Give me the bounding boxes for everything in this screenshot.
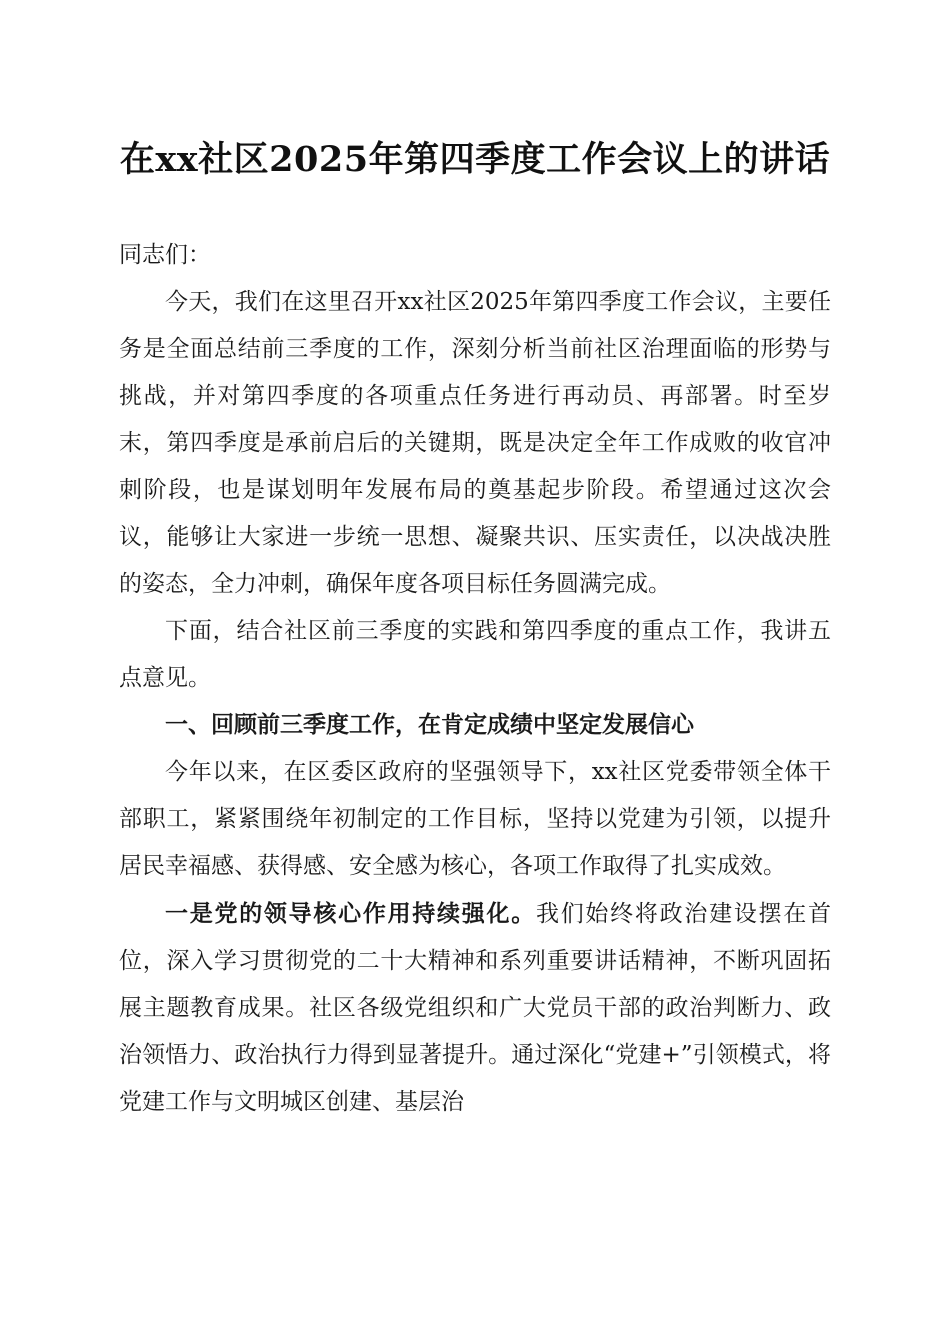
- document-body: [119, 232, 831, 1126]
- salutation: 同志们：: [119, 242, 211, 268]
- paragraph-lead-phrase: 一是党的领导核心作用持续强化。: [165, 900, 536, 927]
- document-title: 在xx社区2025年第四季度工作会议上的讲话: [119, 139, 831, 180]
- paragraph-review: 今年以来，在区委区政府的坚强领导下，xx社区党委带领全体干部职工，紧紧围绕年初制定的工作目标，坚持以党建为引领，以提升居民幸福感、获得感、安全感为核心，各项工作取得了扎实成效。: [119, 759, 831, 879]
- paragraph-transition: 下面，结合社区前三季度的实践和第四季度的重点工作，我讲五点意见。: [119, 618, 831, 691]
- paragraph-opening: 今天，我们在这里召开xx社区2025年第四季度工作会议，主要任务是全面总结前三季度的工作，深刻分析当前社区治理面临的形势与挑战，并对第四季度的各项重点任务进行再动员、再部署。时至岁末，第四季度是承前启后的关键期，既是决定全年工作成败的收官冲刺阶段，也是谋划明年发展布局的奠基起步阶段。希望通过这次会议，能够让大家进一步统一思想、凝聚共识、压实责任，以决战决胜的姿态，全力冲刺，确保年度各项目标任务圆满完成。: [119, 289, 831, 597]
- paragraph-body-text: 我们始终将政治建设摆在首位，深入学习贯彻党的二十大精神和系列重要讲话精神，不断巩固拓展主题教育成果。社区各级党组织和广大党员干部的政治判断力、政治领悟力、政治执行力得到显著提升。通过深化“党建+”引领模式，将党建工作与文明城区创建、基层治: [119, 901, 832, 1115]
- section-heading-1: 一、回顾前三季度工作，在肯定成绩中坚定发展信心: [165, 712, 694, 738]
- paragraph-party-leadership: [119, 890, 831, 1126]
